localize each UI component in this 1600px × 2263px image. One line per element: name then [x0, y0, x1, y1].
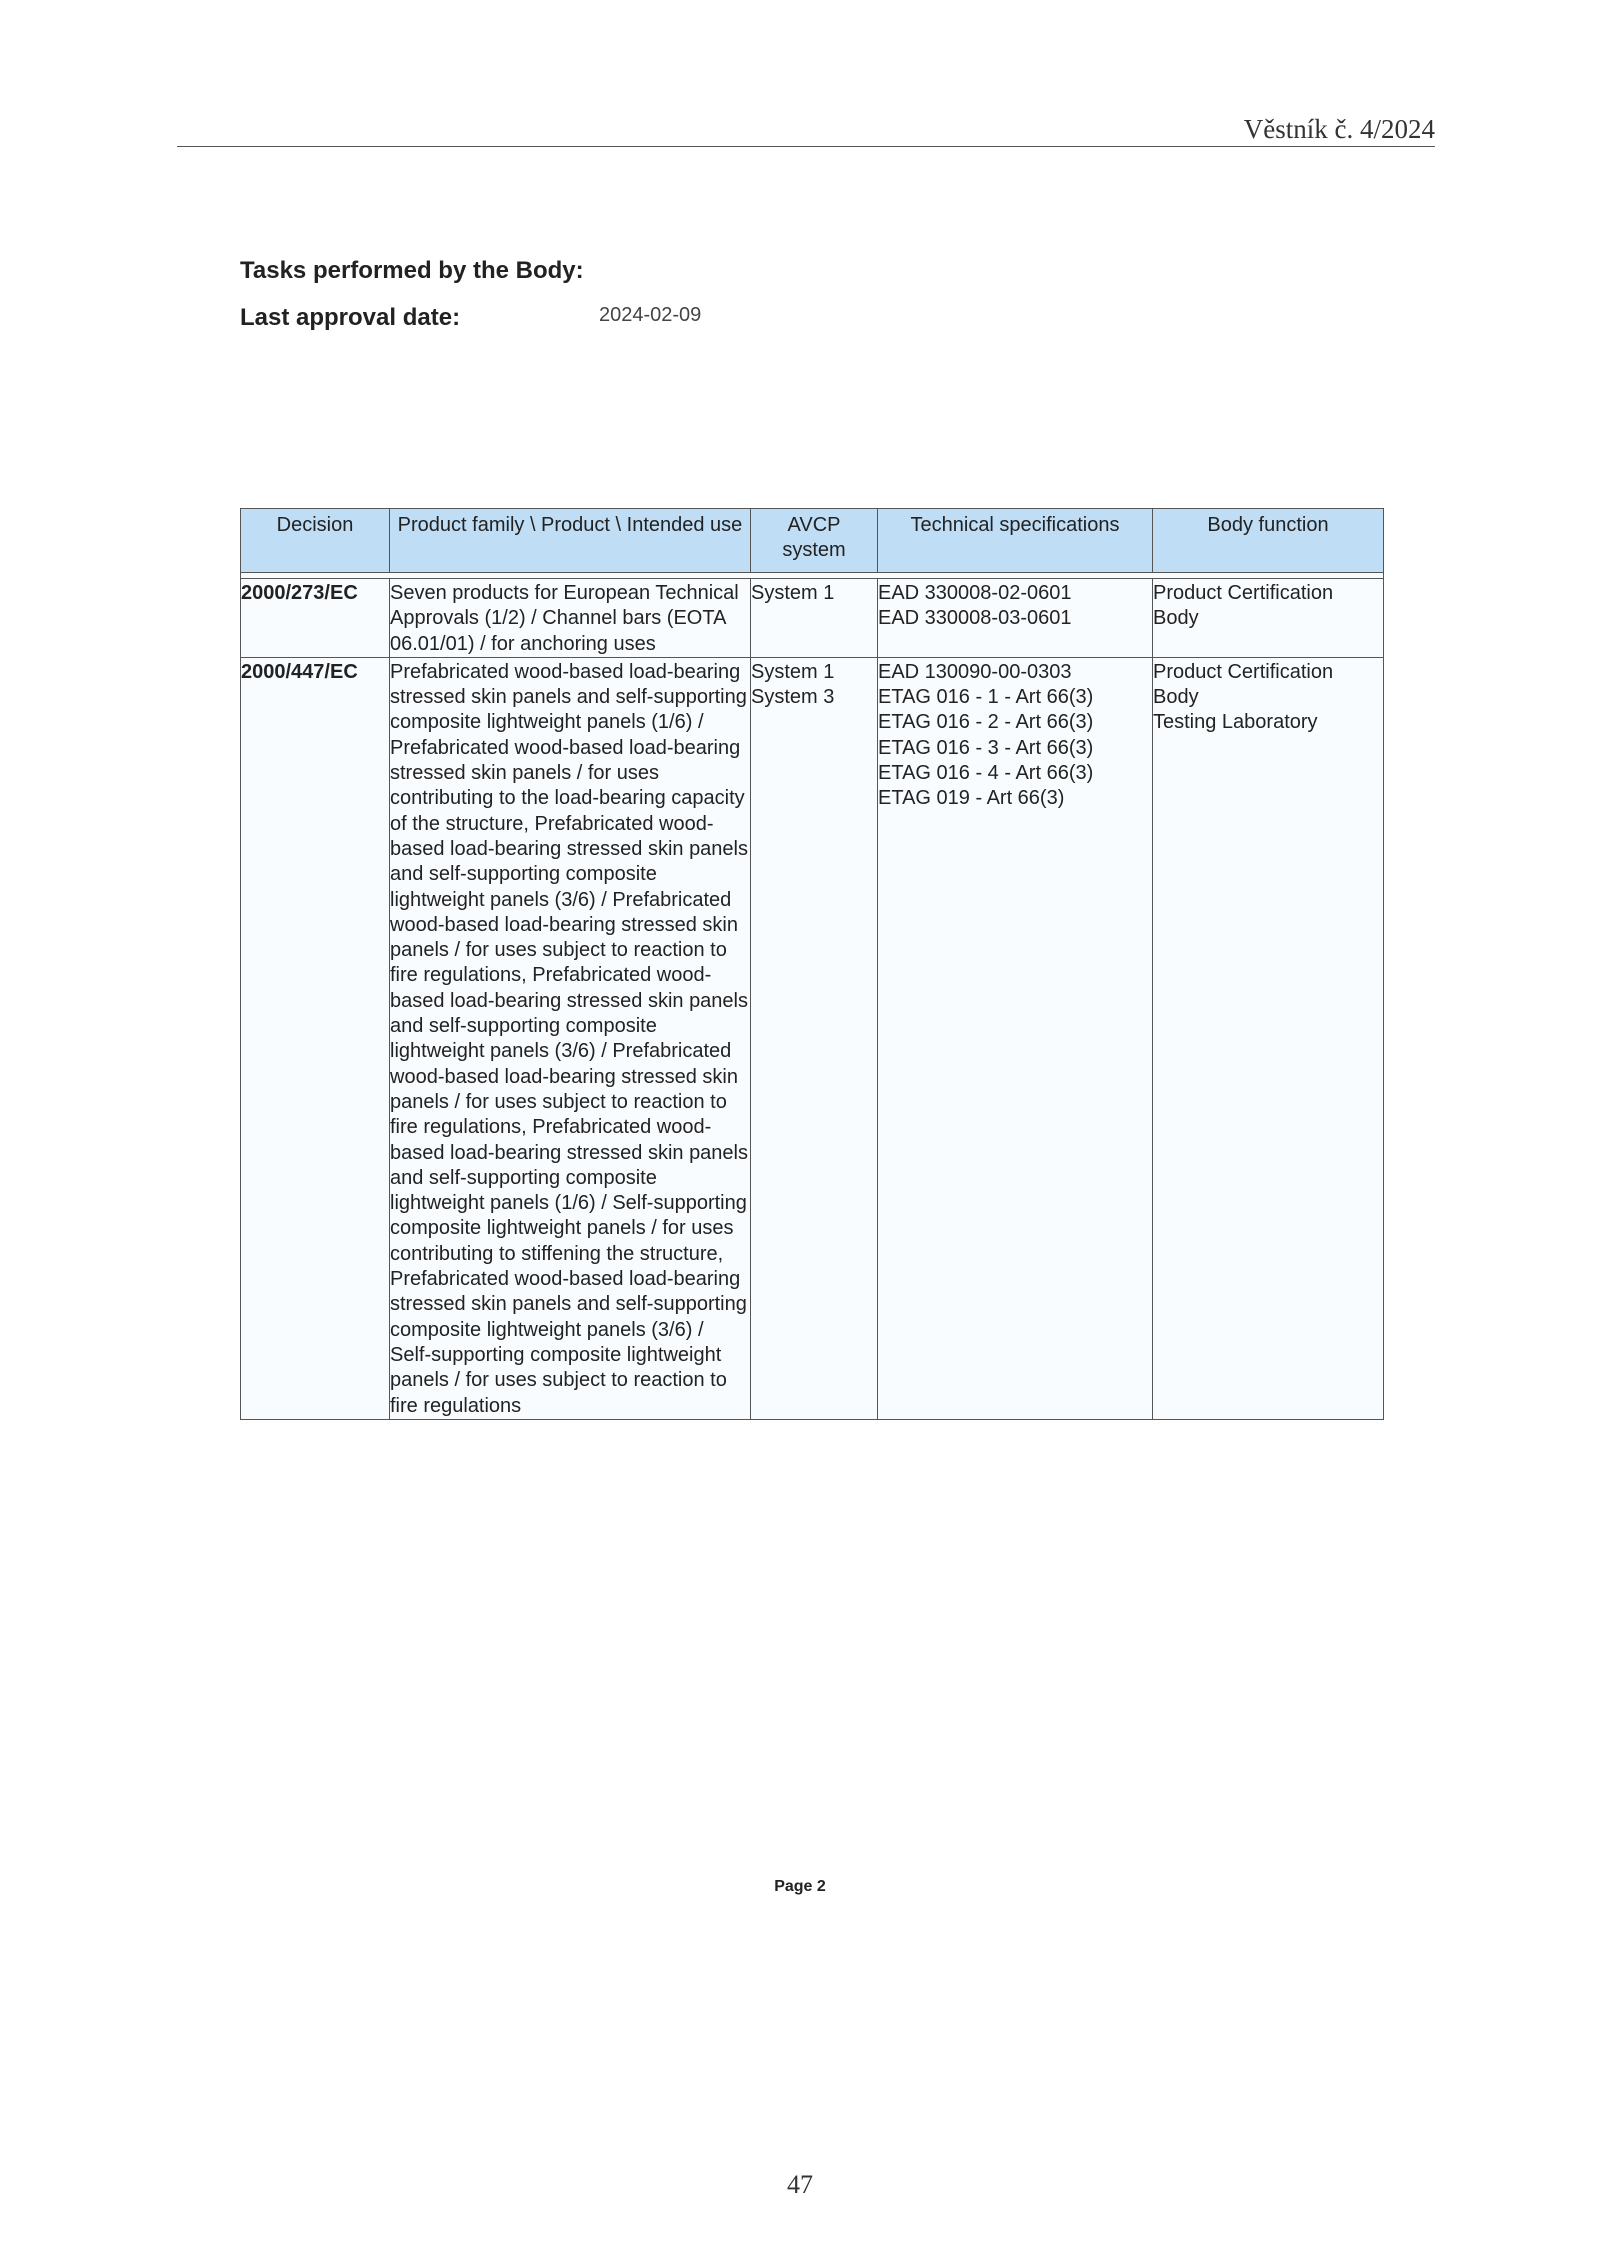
- specs-cell: [878, 657, 1153, 1419]
- decision-cell: 2000/273/EC: [241, 579, 390, 658]
- table-row: [241, 657, 1384, 1419]
- avcp-cell: [751, 657, 878, 1419]
- spec-value: ETAG 016 - 2 - Art 66(3): [878, 711, 1094, 734]
- header-avcp-system: AVCP system: [751, 509, 878, 573]
- spec-value: ETAG 016 - 4 - Art 66(3): [878, 762, 1094, 785]
- table-header-row: [241, 509, 1384, 573]
- avcp-value: System 3: [751, 686, 835, 709]
- header-body-function: Body function: [1153, 509, 1384, 573]
- avcp-value: System 1: [751, 582, 835, 604]
- approval-date-value: 2024-02-09: [599, 304, 702, 326]
- function-value: Product Certification Body: [1153, 660, 1334, 709]
- spec-value: EAD 330008-02-0601: [878, 582, 1072, 604]
- approval-date-label: Last approval date:: [240, 304, 461, 331]
- table-row: [241, 579, 1384, 658]
- function-value: Testing Laboratory: [1153, 711, 1318, 734]
- spec-value: ETAG 016 - 1 - Art 66(3): [878, 686, 1094, 709]
- product-cell: Seven products for European Technical Approvals (1/2) / Channel bars (EOTA 06.01/01) / for anchoring uses: [390, 579, 751, 658]
- specs-cell: [878, 579, 1153, 658]
- product-cell: Prefabricated wood-based load-bearing stressed skin panels and self-supporting composite lightweight panels (1/6) / Prefabricated wood-based load-bearing stressed skin panels / for uses contributing to the load-bearing capacity of the structure, Prefabricated wood-based load-bearing stressed skin panels and self-supporting composite lightweight panels (3/6) / Prefabricated wood-based load-bearing stressed skin panels / for uses subject to reaction to fire regulations, Prefabricated wood-based load-bearing stressed skin panels and self-supporting composite lightweight panels (3/6) / Prefabricated wood-based load-bearing stressed skin panels / for uses subject to reaction to fire regulations, Prefabricated wood-based load-bearing stressed skin panels and self-supporting composite lightweight panels (1/6) / Self-supporting composite lightweight panels / for uses contributing to stiffening the structure, Prefabricated wood-based load-bearing stressed skin panels and self-supporting composite lightweight panels (3/6) / Self-supporting composite lightweight panels / for uses subject to reaction to fire regulations: [390, 657, 751, 1419]
- decision-cell: 2000/447/EC: [241, 657, 390, 1419]
- header-technical-specifications: Technical specifications: [878, 509, 1153, 573]
- decisions-table: [240, 508, 1384, 1420]
- spec-value: EAD 330008-03-0601: [878, 607, 1072, 630]
- page-label: Page 2: [774, 1878, 826, 1895]
- avcp-value: System 1: [751, 660, 835, 683]
- function-cell: [1153, 657, 1384, 1419]
- header-decision: Decision: [241, 509, 390, 573]
- spec-value: EAD 130090-00-0303: [878, 660, 1072, 683]
- function-value: Product Certification Body: [1153, 582, 1334, 630]
- spec-value: ETAG 016 - 3 - Art 66(3): [878, 736, 1094, 759]
- page-number: 47: [787, 2170, 813, 2199]
- tasks-heading: Tasks performed by the Body:: [240, 257, 584, 284]
- header-product-family: Product family \ Product \ Intended use: [390, 509, 751, 573]
- spec-value: ETAG 019 - Art 66(3): [878, 787, 1065, 810]
- running-header: Věstník č. 4/2024: [177, 112, 1435, 147]
- avcp-cell: [751, 579, 878, 658]
- function-cell: [1153, 579, 1384, 658]
